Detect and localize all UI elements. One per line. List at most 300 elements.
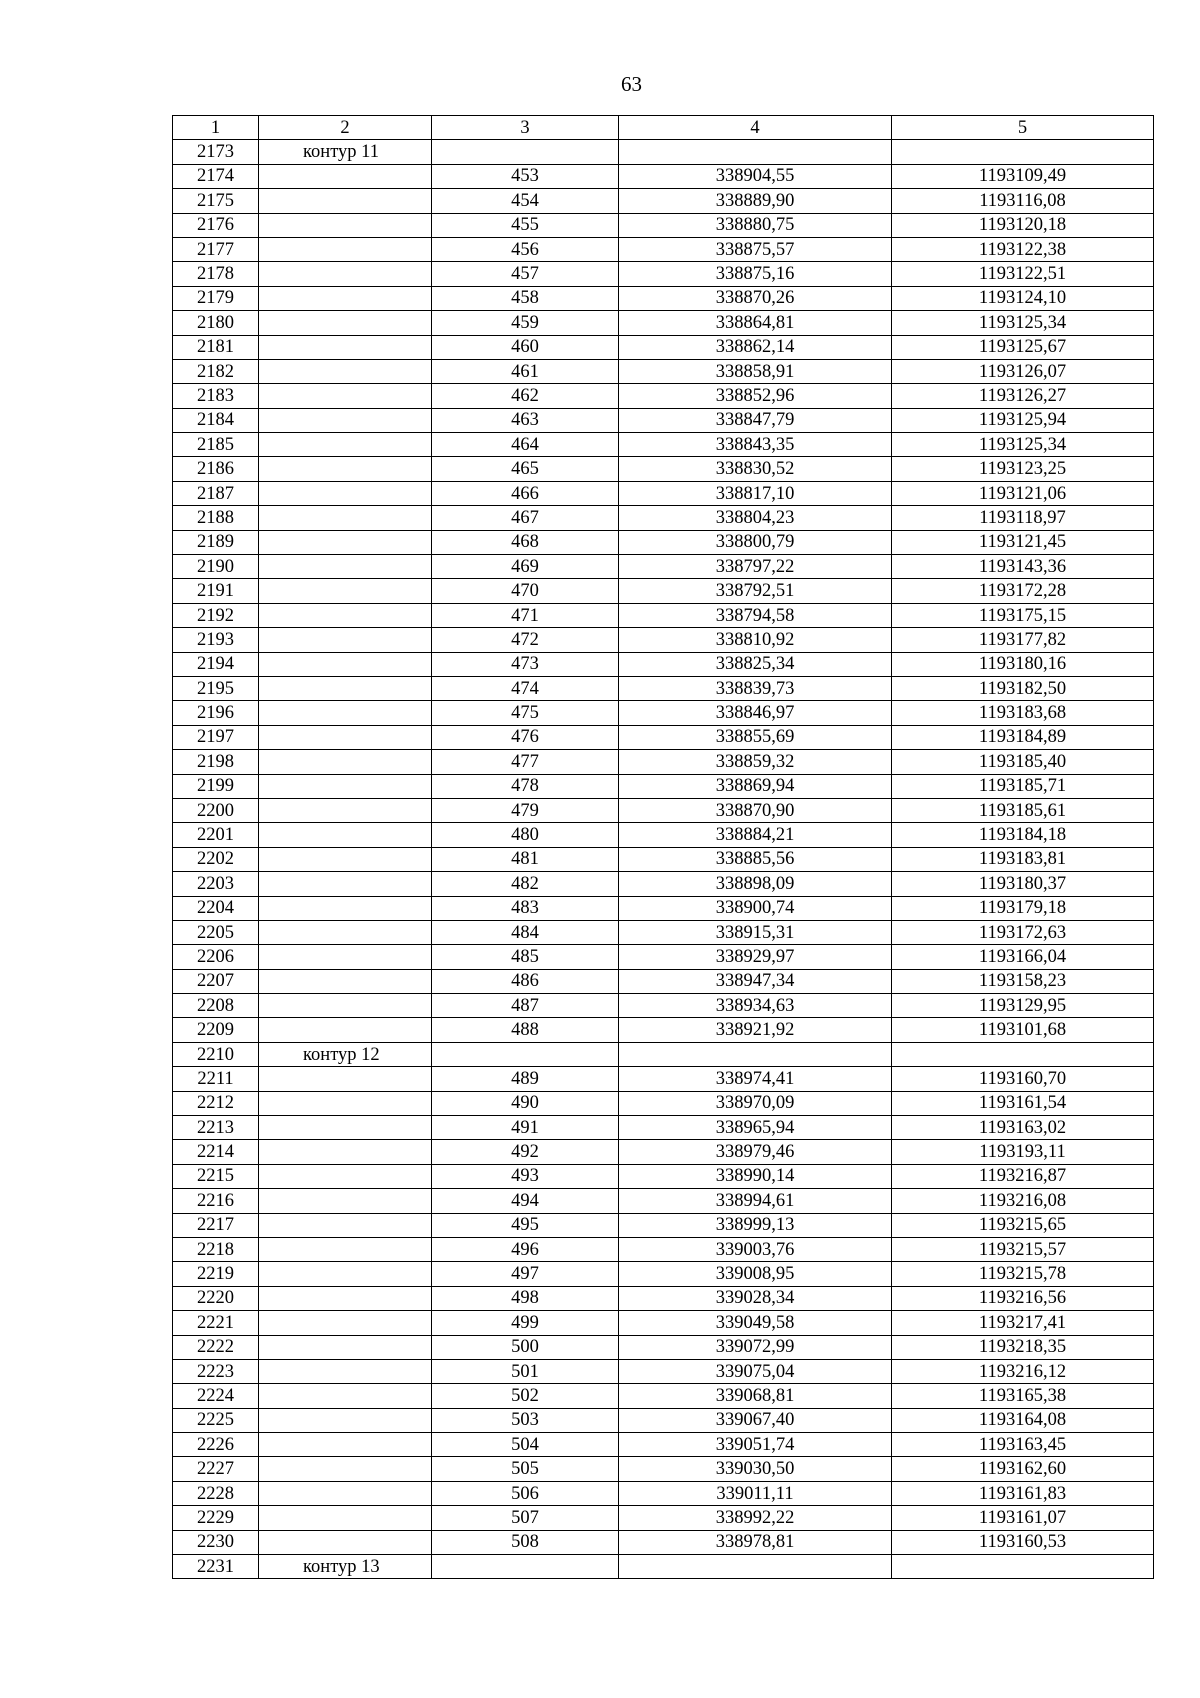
row-number-cell: 2217 <box>173 1213 259 1237</box>
point-number-cell: 486 <box>432 969 619 993</box>
y-coordinate-cell: 1193216,56 <box>892 1286 1154 1310</box>
point-number-cell: 507 <box>432 1506 619 1530</box>
table-row <box>173 311 1154 335</box>
table-row <box>173 823 1154 847</box>
table-row <box>173 286 1154 310</box>
x-coordinate-cell: 338869,94 <box>619 774 892 798</box>
contour-label-cell <box>259 408 432 432</box>
contour-label-cell <box>259 530 432 554</box>
point-number-cell: 495 <box>432 1213 619 1237</box>
x-coordinate-cell: 338843,35 <box>619 433 892 457</box>
coordinates-table <box>172 115 1154 1579</box>
y-coordinate-cell: 1193160,53 <box>892 1530 1154 1554</box>
table-row <box>173 774 1154 798</box>
contour-label-cell <box>259 1311 432 1335</box>
contour-label-cell <box>259 189 432 213</box>
x-coordinate-cell: 338800,79 <box>619 530 892 554</box>
point-number-cell: 461 <box>432 359 619 383</box>
x-coordinate-cell: 338797,22 <box>619 555 892 579</box>
y-coordinate-cell: 1193183,68 <box>892 701 1154 725</box>
y-coordinate-cell: 1193175,15 <box>892 603 1154 627</box>
column-header-1: 1 <box>173 116 259 140</box>
contour-label-cell <box>259 213 432 237</box>
x-coordinate-cell: 338830,52 <box>619 457 892 481</box>
table-row <box>173 189 1154 213</box>
y-coordinate-cell: 1193123,25 <box>892 457 1154 481</box>
row-number-cell: 2223 <box>173 1359 259 1383</box>
point-number-cell: 469 <box>432 555 619 579</box>
y-coordinate-cell: 1193172,28 <box>892 579 1154 603</box>
table-row <box>173 1311 1154 1335</box>
y-coordinate-cell: 1193161,83 <box>892 1481 1154 1505</box>
y-coordinate-cell: 1193193,11 <box>892 1140 1154 1164</box>
y-coordinate-cell: 1193122,38 <box>892 237 1154 261</box>
row-number-cell: 2226 <box>173 1433 259 1457</box>
point-number-cell: 499 <box>432 1311 619 1335</box>
point-number-cell: 483 <box>432 896 619 920</box>
row-number-cell: 2206 <box>173 945 259 969</box>
contour-label-cell <box>259 1091 432 1115</box>
table-row <box>173 579 1154 603</box>
row-number-cell: 2199 <box>173 774 259 798</box>
table-row <box>173 603 1154 627</box>
contour-label-cell: контур 13 <box>259 1555 432 1579</box>
row-number-cell: 2196 <box>173 701 259 725</box>
contour-label-cell: контур 11 <box>259 140 432 164</box>
point-number-cell: 488 <box>432 1018 619 1042</box>
x-coordinate-cell: 338974,41 <box>619 1067 892 1091</box>
y-coordinate-cell: 1193129,95 <box>892 994 1154 1018</box>
y-coordinate-cell: 1193124,10 <box>892 286 1154 310</box>
point-number-cell: 467 <box>432 506 619 530</box>
contour-label-cell <box>259 725 432 749</box>
x-coordinate-cell: 338915,31 <box>619 920 892 944</box>
table-row <box>173 213 1154 237</box>
row-number-cell: 2193 <box>173 628 259 652</box>
y-coordinate-cell: 1193182,50 <box>892 676 1154 700</box>
table-row <box>173 457 1154 481</box>
point-number-cell: 465 <box>432 457 619 481</box>
point-number-cell: 462 <box>432 384 619 408</box>
point-number-cell: 502 <box>432 1384 619 1408</box>
row-number-cell: 2221 <box>173 1311 259 1335</box>
table-row <box>173 1237 1154 1261</box>
point-number-cell: 455 <box>432 213 619 237</box>
row-number-cell: 2179 <box>173 286 259 310</box>
point-number-cell: 472 <box>432 628 619 652</box>
row-number-cell: 2205 <box>173 920 259 944</box>
point-number-cell: 456 <box>432 237 619 261</box>
row-number-cell: 2191 <box>173 579 259 603</box>
point-number-cell: 496 <box>432 1237 619 1261</box>
point-number-cell: 485 <box>432 945 619 969</box>
point-number-cell: 501 <box>432 1359 619 1383</box>
y-coordinate-cell: 1193185,40 <box>892 750 1154 774</box>
y-coordinate-cell: 1193217,41 <box>892 1311 1154 1335</box>
x-coordinate-cell <box>619 140 892 164</box>
x-coordinate-cell: 338859,32 <box>619 750 892 774</box>
point-number-cell: 480 <box>432 823 619 847</box>
table-row <box>173 262 1154 286</box>
point-number-cell: 476 <box>432 725 619 749</box>
row-number-cell: 2227 <box>173 1457 259 1481</box>
x-coordinate-cell: 339075,04 <box>619 1359 892 1383</box>
point-number-cell: 475 <box>432 701 619 725</box>
y-coordinate-cell: 1193216,12 <box>892 1359 1154 1383</box>
table-row <box>173 384 1154 408</box>
contour-label-cell <box>259 1433 432 1457</box>
x-coordinate-cell: 338875,57 <box>619 237 892 261</box>
column-header-3: 3 <box>432 116 619 140</box>
table-row <box>173 1091 1154 1115</box>
contour-label-cell <box>259 1457 432 1481</box>
point-number-cell: 473 <box>432 652 619 676</box>
table-row <box>173 1286 1154 1310</box>
table-row <box>173 1189 1154 1213</box>
page-number: 63 <box>621 72 642 96</box>
contour-label-cell <box>259 1359 432 1383</box>
contour-label-cell <box>259 994 432 1018</box>
point-number-cell: 463 <box>432 408 619 432</box>
table-row <box>173 335 1154 359</box>
contour-label-cell <box>259 701 432 725</box>
table-row <box>173 481 1154 505</box>
x-coordinate-cell: 338898,09 <box>619 872 892 896</box>
row-number-cell: 2207 <box>173 969 259 993</box>
y-coordinate-cell: 1193125,34 <box>892 433 1154 457</box>
contour-label-cell <box>259 311 432 335</box>
contour-label-cell <box>259 1164 432 1188</box>
y-coordinate-cell: 1193180,37 <box>892 872 1154 896</box>
x-coordinate-cell <box>619 1042 892 1066</box>
contour-label-cell <box>259 1384 432 1408</box>
x-coordinate-cell: 338889,90 <box>619 189 892 213</box>
point-number-cell: 498 <box>432 1286 619 1310</box>
point-number-cell: 479 <box>432 798 619 822</box>
x-coordinate-cell: 339067,40 <box>619 1408 892 1432</box>
y-coordinate-cell: 1193183,81 <box>892 847 1154 871</box>
y-coordinate-cell: 1193185,71 <box>892 774 1154 798</box>
x-coordinate-cell: 338885,56 <box>619 847 892 871</box>
y-coordinate-cell: 1193179,18 <box>892 896 1154 920</box>
table-row <box>173 798 1154 822</box>
row-number-cell: 2214 <box>173 1140 259 1164</box>
contour-label-cell <box>259 1286 432 1310</box>
y-coordinate-cell: 1193143,36 <box>892 555 1154 579</box>
contour-label-cell <box>259 1481 432 1505</box>
x-coordinate-cell: 338978,81 <box>619 1530 892 1554</box>
point-number-cell: 508 <box>432 1530 619 1554</box>
table-row <box>173 1530 1154 1554</box>
x-coordinate-cell: 338792,51 <box>619 579 892 603</box>
contour-label-cell <box>259 847 432 871</box>
contour-label-cell <box>259 1530 432 1554</box>
y-coordinate-cell: 1193172,63 <box>892 920 1154 944</box>
point-number-cell: 503 <box>432 1408 619 1432</box>
table-row <box>173 1164 1154 1188</box>
row-number-cell: 2183 <box>173 384 259 408</box>
row-number-cell: 2177 <box>173 237 259 261</box>
y-coordinate-cell: 1193162,60 <box>892 1457 1154 1481</box>
contour-label-cell <box>259 1262 432 1286</box>
point-number-cell: 492 <box>432 1140 619 1164</box>
table-row <box>173 994 1154 1018</box>
table-body <box>173 140 1154 1579</box>
y-coordinate-cell: 1193126,27 <box>892 384 1154 408</box>
x-coordinate-cell: 338846,97 <box>619 701 892 725</box>
column-header-4: 4 <box>619 116 892 140</box>
contour-label-cell <box>259 969 432 993</box>
row-number-cell: 2218 <box>173 1237 259 1261</box>
row-number-cell: 2230 <box>173 1530 259 1554</box>
contour-label-cell <box>259 920 432 944</box>
table-row <box>173 945 1154 969</box>
row-number-cell: 2198 <box>173 750 259 774</box>
table-row <box>173 1262 1154 1286</box>
row-number-cell: 2216 <box>173 1189 259 1213</box>
point-number-cell: 497 <box>432 1262 619 1286</box>
point-number-cell: 474 <box>432 676 619 700</box>
row-number-cell: 2209 <box>173 1018 259 1042</box>
y-coordinate-cell: 1193161,54 <box>892 1091 1154 1115</box>
x-coordinate-cell: 338847,79 <box>619 408 892 432</box>
x-coordinate-cell: 339003,76 <box>619 1237 892 1261</box>
row-number-cell: 2175 <box>173 189 259 213</box>
contour-label-cell <box>259 286 432 310</box>
point-number-cell: 482 <box>432 872 619 896</box>
point-number-cell: 484 <box>432 920 619 944</box>
contour-label-cell <box>259 164 432 188</box>
contour-label-cell <box>259 384 432 408</box>
x-coordinate-cell: 339072,99 <box>619 1335 892 1359</box>
column-header-2: 2 <box>259 116 432 140</box>
y-coordinate-cell: 1193125,94 <box>892 408 1154 432</box>
y-coordinate-cell: 1193164,08 <box>892 1408 1154 1432</box>
x-coordinate-cell: 338810,92 <box>619 628 892 652</box>
y-coordinate-cell: 1193122,51 <box>892 262 1154 286</box>
contour-label-cell <box>259 1335 432 1359</box>
x-coordinate-cell: 338999,13 <box>619 1213 892 1237</box>
point-number-cell: 506 <box>432 1481 619 1505</box>
table-row <box>173 872 1154 896</box>
table-row <box>173 555 1154 579</box>
contour-label-cell <box>259 1237 432 1261</box>
x-coordinate-cell: 338870,26 <box>619 286 892 310</box>
y-coordinate-cell: 1193185,61 <box>892 798 1154 822</box>
row-number-cell: 2212 <box>173 1091 259 1115</box>
x-coordinate-cell: 338979,46 <box>619 1140 892 1164</box>
table-row <box>173 1213 1154 1237</box>
x-coordinate-cell: 339011,11 <box>619 1481 892 1505</box>
row-number-cell: 2185 <box>173 433 259 457</box>
row-number-cell: 2187 <box>173 481 259 505</box>
y-coordinate-cell: 1193101,68 <box>892 1018 1154 1042</box>
x-coordinate-cell: 338875,16 <box>619 262 892 286</box>
x-coordinate-cell: 338870,90 <box>619 798 892 822</box>
point-number-cell: 466 <box>432 481 619 505</box>
row-number-cell: 2173 <box>173 140 259 164</box>
x-coordinate-cell: 339008,95 <box>619 1262 892 1286</box>
column-header-5: 5 <box>892 116 1154 140</box>
point-number-cell: 471 <box>432 603 619 627</box>
y-coordinate-cell: 1193184,89 <box>892 725 1154 749</box>
y-coordinate-cell: 1193215,78 <box>892 1262 1154 1286</box>
row-number-cell: 2197 <box>173 725 259 749</box>
contour-label-cell <box>259 750 432 774</box>
x-coordinate-cell: 338934,63 <box>619 994 892 1018</box>
row-number-cell: 2204 <box>173 896 259 920</box>
contour-label-cell <box>259 676 432 700</box>
header-row <box>173 116 1154 140</box>
table-row <box>173 1042 1154 1066</box>
x-coordinate-cell: 338817,10 <box>619 481 892 505</box>
table-row <box>173 433 1154 457</box>
row-number-cell: 2203 <box>173 872 259 896</box>
contour-label-cell <box>259 774 432 798</box>
row-number-cell: 2195 <box>173 676 259 700</box>
point-number-cell: 500 <box>432 1335 619 1359</box>
table-row <box>173 1116 1154 1140</box>
row-number-cell: 2215 <box>173 1164 259 1188</box>
table-row <box>173 1067 1154 1091</box>
y-coordinate-cell <box>892 1042 1154 1066</box>
y-coordinate-cell: 1193165,38 <box>892 1384 1154 1408</box>
y-coordinate-cell: 1193163,02 <box>892 1116 1154 1140</box>
x-coordinate-cell: 338855,69 <box>619 725 892 749</box>
y-coordinate-cell: 1193216,87 <box>892 1164 1154 1188</box>
contour-label-cell <box>259 335 432 359</box>
row-number-cell: 2200 <box>173 798 259 822</box>
table-row <box>173 1384 1154 1408</box>
point-number-cell: 489 <box>432 1067 619 1091</box>
table-row <box>173 1457 1154 1481</box>
point-number-cell: 505 <box>432 1457 619 1481</box>
row-number-cell: 2201 <box>173 823 259 847</box>
table-row <box>173 359 1154 383</box>
contour-label-cell <box>259 359 432 383</box>
contour-label-cell <box>259 579 432 603</box>
contour-label-cell <box>259 628 432 652</box>
x-coordinate-cell: 338965,94 <box>619 1116 892 1140</box>
table-row <box>173 701 1154 725</box>
y-coordinate-cell: 1193121,45 <box>892 530 1154 554</box>
x-coordinate-cell: 338880,75 <box>619 213 892 237</box>
row-number-cell: 2184 <box>173 408 259 432</box>
point-number-cell: 487 <box>432 994 619 1018</box>
x-coordinate-cell: 338900,74 <box>619 896 892 920</box>
contour-label-cell <box>259 652 432 676</box>
y-coordinate-cell: 1193118,97 <box>892 506 1154 530</box>
row-number-cell: 2180 <box>173 311 259 335</box>
point-number-cell: 490 <box>432 1091 619 1115</box>
row-number-cell: 2222 <box>173 1335 259 1359</box>
table-row <box>173 1018 1154 1042</box>
table-row <box>173 1140 1154 1164</box>
y-coordinate-cell: 1193161,07 <box>892 1506 1154 1530</box>
point-number-cell: 478 <box>432 774 619 798</box>
y-coordinate-cell: 1193215,65 <box>892 1213 1154 1237</box>
contour-label-cell <box>259 262 432 286</box>
table-row <box>173 847 1154 871</box>
table-row <box>173 652 1154 676</box>
table-row <box>173 1335 1154 1359</box>
table-row <box>173 1433 1154 1457</box>
x-coordinate-cell: 338884,21 <box>619 823 892 847</box>
y-coordinate-cell: 1193177,82 <box>892 628 1154 652</box>
contour-label-cell <box>259 603 432 627</box>
y-coordinate-cell: 1193184,18 <box>892 823 1154 847</box>
y-coordinate-cell: 1193158,23 <box>892 969 1154 993</box>
contour-label-cell <box>259 1213 432 1237</box>
point-number-cell: 493 <box>432 1164 619 1188</box>
table-header <box>173 116 1154 140</box>
row-number-cell: 2224 <box>173 1384 259 1408</box>
y-coordinate-cell: 1193218,35 <box>892 1335 1154 1359</box>
point-number-cell: 504 <box>432 1433 619 1457</box>
point-number-cell: 477 <box>432 750 619 774</box>
row-number-cell: 2208 <box>173 994 259 1018</box>
row-number-cell: 2188 <box>173 506 259 530</box>
table-row <box>173 1506 1154 1530</box>
contour-label-cell <box>259 457 432 481</box>
row-number-cell: 2176 <box>173 213 259 237</box>
row-number-cell: 2225 <box>173 1408 259 1432</box>
contour-label-cell <box>259 823 432 847</box>
contour-label-cell <box>259 798 432 822</box>
point-number-cell: 460 <box>432 335 619 359</box>
point-number-cell: 470 <box>432 579 619 603</box>
x-coordinate-cell: 339028,34 <box>619 1286 892 1310</box>
y-coordinate-cell: 1193166,04 <box>892 945 1154 969</box>
point-number-cell: 458 <box>432 286 619 310</box>
point-number-cell: 457 <box>432 262 619 286</box>
row-number-cell: 2192 <box>173 603 259 627</box>
contour-label-cell <box>259 481 432 505</box>
point-number-cell <box>432 1042 619 1066</box>
y-coordinate-cell: 1193109,49 <box>892 164 1154 188</box>
point-number-cell: 454 <box>432 189 619 213</box>
x-coordinate-cell: 338839,73 <box>619 676 892 700</box>
point-number-cell: 459 <box>432 311 619 335</box>
contour-label-cell <box>259 433 432 457</box>
x-coordinate-cell: 339030,50 <box>619 1457 892 1481</box>
table-row <box>173 140 1154 164</box>
contour-label-cell <box>259 1140 432 1164</box>
x-coordinate-cell: 338794,58 <box>619 603 892 627</box>
contour-label-cell <box>259 506 432 530</box>
y-coordinate-cell: 1193125,67 <box>892 335 1154 359</box>
table-row <box>173 1481 1154 1505</box>
x-coordinate-cell: 339051,74 <box>619 1433 892 1457</box>
x-coordinate-cell: 338970,09 <box>619 1091 892 1115</box>
row-number-cell: 2178 <box>173 262 259 286</box>
x-coordinate-cell: 338804,23 <box>619 506 892 530</box>
row-number-cell: 2186 <box>173 457 259 481</box>
row-number-cell: 2231 <box>173 1555 259 1579</box>
table-row <box>173 725 1154 749</box>
row-number-cell: 2189 <box>173 530 259 554</box>
y-coordinate-cell: 1193121,06 <box>892 481 1154 505</box>
point-number-cell: 464 <box>432 433 619 457</box>
y-coordinate-cell: 1193120,18 <box>892 213 1154 237</box>
row-number-cell: 2220 <box>173 1286 259 1310</box>
x-coordinate-cell: 338858,91 <box>619 359 892 383</box>
table-row <box>173 530 1154 554</box>
contour-label-cell <box>259 1506 432 1530</box>
y-coordinate-cell: 1193215,57 <box>892 1237 1154 1261</box>
row-number-cell: 2213 <box>173 1116 259 1140</box>
y-coordinate-cell: 1193126,07 <box>892 359 1154 383</box>
